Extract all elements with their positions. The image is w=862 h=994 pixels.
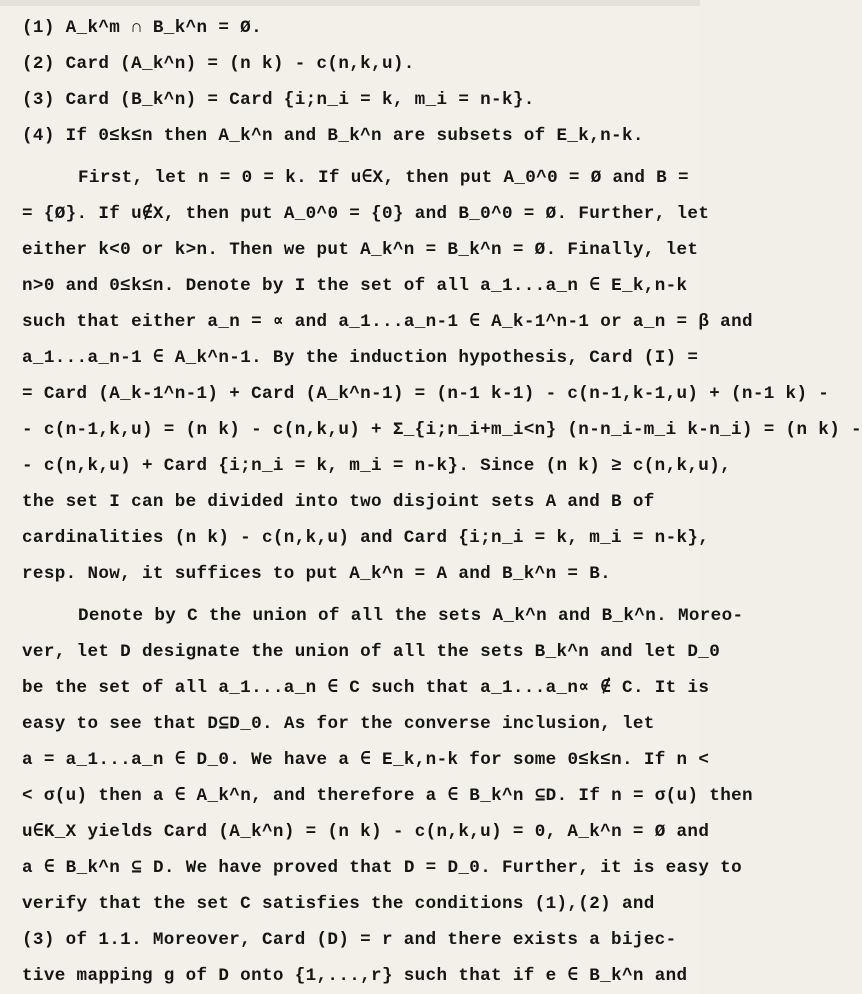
- paragraph-2-line-9: [22, 894, 678, 914]
- formula-line-2: [22, 54, 678, 74]
- text-line: Denote by C the union of all the sets A_k^n and B_k^n. Moreo-: [78, 606, 744, 626]
- paragraph-2-line-10: [22, 930, 678, 950]
- text-line: verify that the set C satisfies the conditions (1),(2) and: [22, 894, 655, 914]
- paragraph-1-line-4: [22, 276, 688, 296]
- paragraph-2-line-4: [22, 714, 678, 734]
- paragraph-1-line-1: [78, 168, 689, 188]
- text-line: be the set of all a_1...a_n ∈ C such that a_1...a_n∝ ∉ C. It is: [22, 678, 710, 698]
- text-line: (3) of 1.1. Moreover, Card (D) = r and there exists a bijec-: [22, 930, 677, 950]
- paragraph-2-line-11: [22, 966, 688, 986]
- paragraph-1-line-11: [22, 528, 710, 548]
- text-line: resp. Now, it suffices to put A_k^n = A and B_k^n = B.: [22, 564, 612, 584]
- paragraph-1-line-10: [22, 492, 678, 512]
- text-line: - c(n,k,u) + Card {i;n_i = k, m_i = n-k}. Since (n k) ≥ c(n,k,u),: [22, 456, 732, 476]
- text-line: First, let n = 0 = k. If u∈X, then put A_0^0 = Ø and B =: [78, 168, 689, 188]
- paragraph-2-line-5: [22, 750, 710, 770]
- text-line: n>0 and 0≤k≤n. Denote by I the set of all a_1...a_n ∈ E_k,n-k: [22, 276, 688, 296]
- text-line: - c(n-1,k,u) = (n k) - c(n,k,u) + Σ_{i;n_i+m_i<n} (n-n_i-m_i k-n_i) = (n k) -: [22, 420, 862, 440]
- formula-line-2-label: (2) Card (A_k^n) = (n k) - c(n,k,u).: [22, 54, 415, 74]
- formula-line-1: [22, 18, 678, 38]
- text-line: < σ(u) then a ∈ A_k^n, and therefore a ∈ B_k^n ⊆D. If n = σ(u) then: [22, 786, 753, 806]
- text-line: tive mapping g of D onto {1,...,r} such that if e ∈ B_k^n and: [22, 966, 688, 986]
- paragraph-2-line-7: [22, 822, 710, 842]
- paragraph-1-line-2: [22, 204, 710, 224]
- text-line: ver, let D designate the union of all the sets B_k^n and let D_0: [22, 642, 721, 662]
- text-line: the set I can be divided into two disjoint sets A and B of: [22, 492, 655, 512]
- paragraph-1-line-3: [22, 240, 699, 260]
- paragraph-1-line-12: [22, 564, 678, 584]
- paragraph-1-line-6: [22, 348, 699, 368]
- text-line: easy to see that D⊆D_0. As for the converse inclusion, let: [22, 714, 655, 734]
- text-line: a ∈ B_k^n ⊆ D. We have proved that D = D_0. Further, it is easy to: [22, 858, 742, 878]
- formula-line-1-label: (1) A_k^m ∩ B_k^n = Ø.: [22, 18, 262, 38]
- text-line: either k<0 or k>n. Then we put A_k^n = B_k^n = Ø. Finally, let: [22, 240, 699, 260]
- text-line: = {Ø}. If u∉X, then put A_0^0 = {0} and B_0^0 = Ø. Further, let: [22, 204, 710, 224]
- paragraph-2-line-2: [22, 642, 721, 662]
- text-line: such that either a_n = ∝ and a_1...a_n-1 ∈ A_k-1^n-1 or a_n = β and: [22, 312, 753, 332]
- text-line: cardinalities (n k) - c(n,k,u) and Card {i;n_i = k, m_i = n-k},: [22, 528, 710, 548]
- paragraph-1-line-8: [22, 420, 862, 440]
- text-line: a_1...a_n-1 ∈ A_k^n-1. By the induction hypothesis, Card (I) =: [22, 348, 699, 368]
- paragraph-1-line-7: [22, 384, 830, 404]
- paragraph-2-line-1: [78, 606, 744, 626]
- paragraph-2-line-8: [22, 858, 742, 878]
- paragraph-1-line-9: [22, 456, 732, 476]
- paragraph-2-line-6: [22, 786, 753, 806]
- formula-line-4-label: (4) If 0≤k≤n then A_k^n and B_k^n are subsets of E_k,n-k.: [22, 126, 644, 146]
- formula-line-4: [22, 126, 678, 146]
- formula-line-3-label: (3) Card (B_k^n) = Card {i;n_i = k, m_i = n-k}.: [22, 90, 535, 110]
- formula-line-3: [22, 90, 678, 110]
- paragraph-1-line-5: [22, 312, 753, 332]
- text-line: = Card (A_k-1^n-1) + Card (A_k^n-1) = (n-1 k-1) - c(n-1,k-1,u) + (n-1 k) -: [22, 384, 830, 404]
- paragraph-2-line-3: [22, 678, 710, 698]
- text-line: u∈K_X yields Card (A_k^n) = (n k) - c(n,k,u) = 0, A_k^n = Ø and: [22, 822, 710, 842]
- page-top-shadow: [0, 0, 700, 6]
- text-line: a = a_1...a_n ∈ D_0. We have a ∈ E_k,n-k for some 0≤k≤n. If n <: [22, 750, 710, 770]
